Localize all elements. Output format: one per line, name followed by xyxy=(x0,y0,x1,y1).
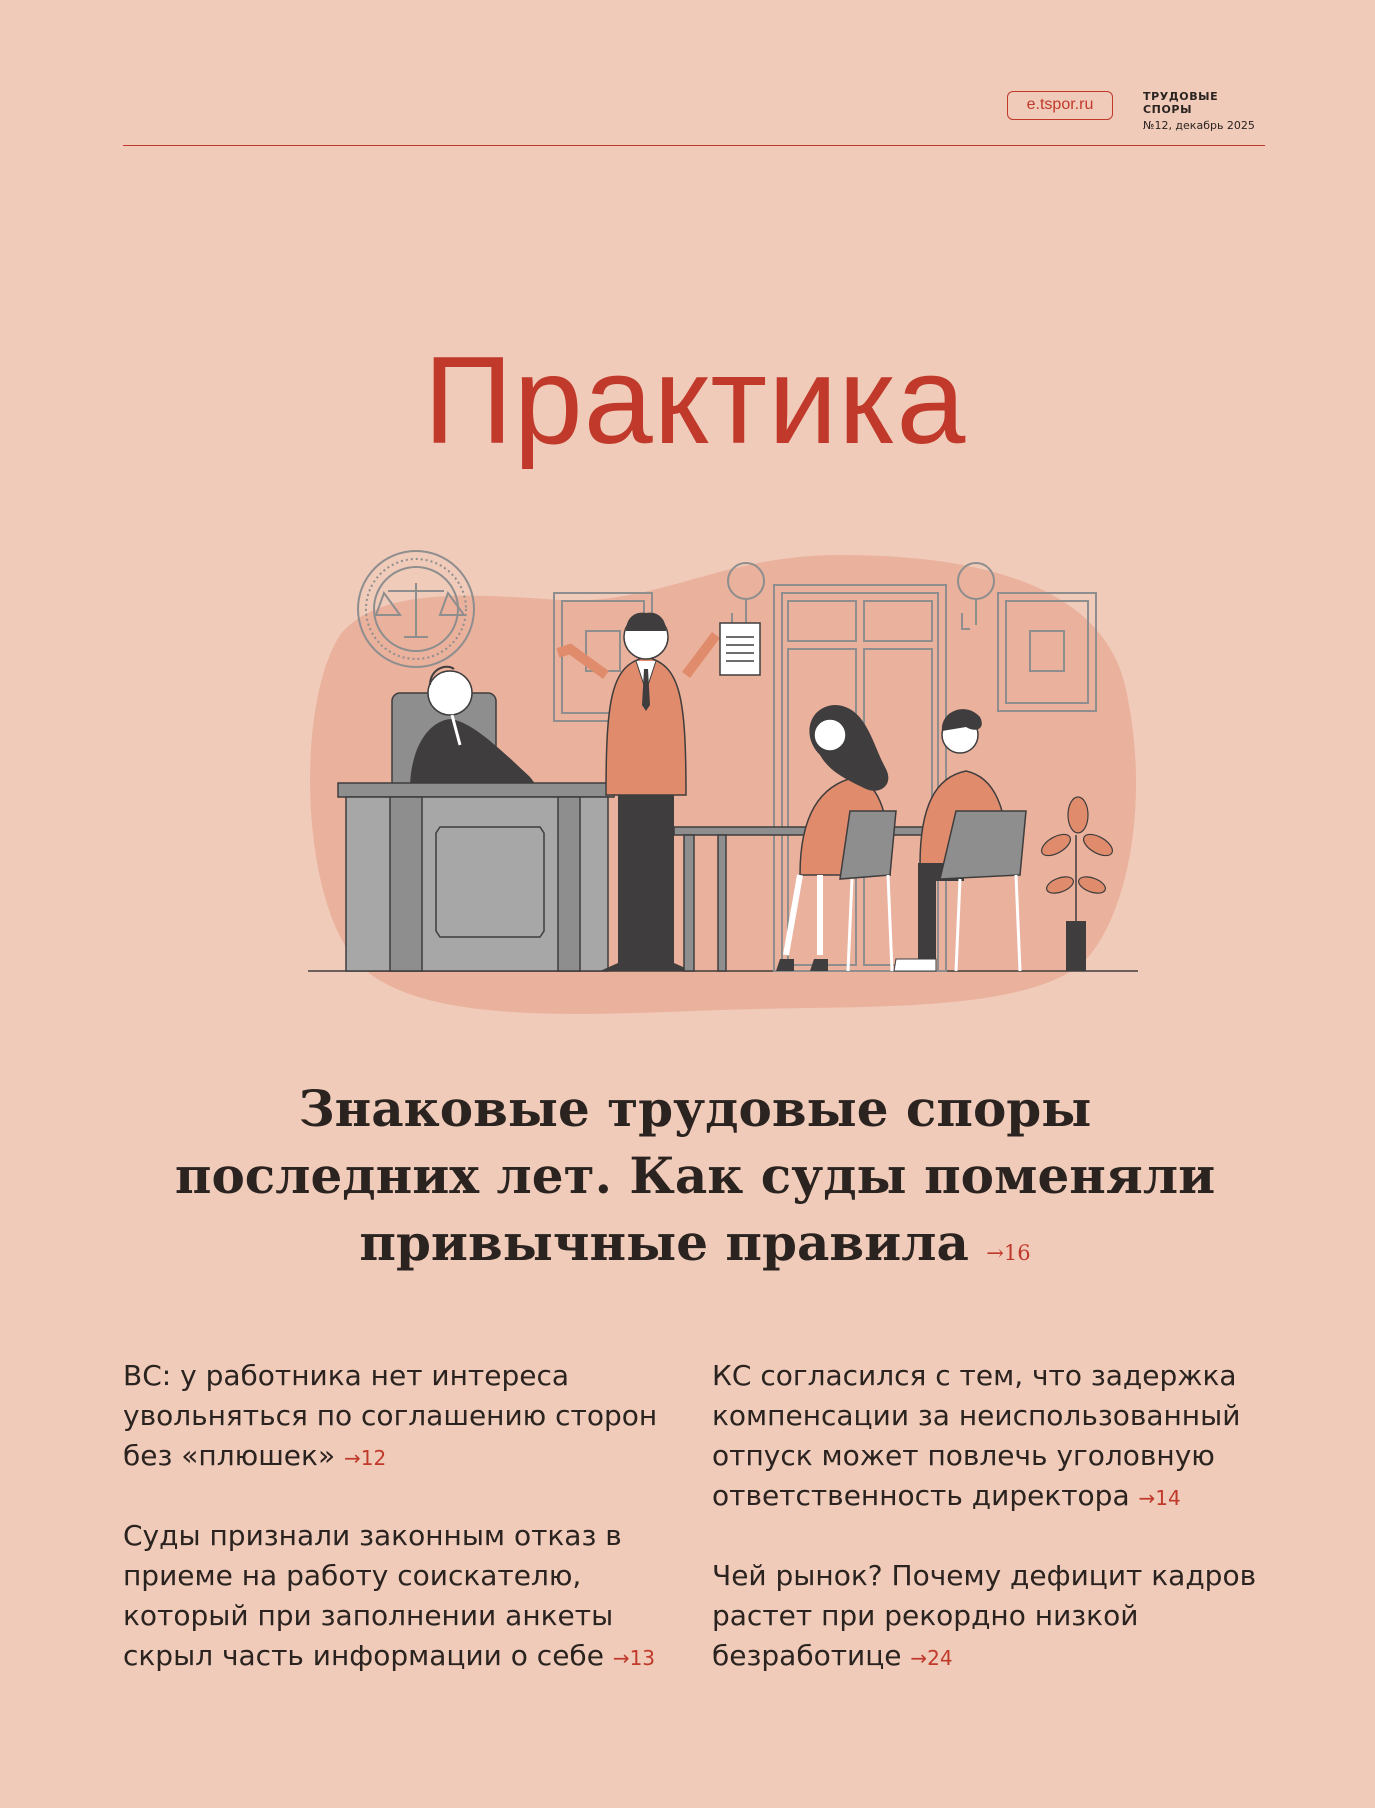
courtroom-illustration xyxy=(300,545,1140,1015)
news-page-ref[interactable]: →12 xyxy=(343,1446,387,1470)
section-title: Практика xyxy=(423,332,967,470)
document-icon xyxy=(720,623,760,675)
news-item[interactable] xyxy=(123,1356,683,1478)
judge-desk xyxy=(338,783,614,971)
news-text: ВС: у работника нет интереса увольняться по соглашению сторон без «плюшек» xyxy=(123,1359,658,1472)
magazine-issue: №12, декабрь 2025 xyxy=(1143,119,1255,132)
site-link-badge[interactable]: e.tspor.ru xyxy=(1007,91,1113,120)
news-page-ref[interactable]: →24 xyxy=(910,1646,953,1670)
news-text: Чей рынок? Почему дефицит кадров растет при рекордно низкой безработице xyxy=(712,1559,1257,1672)
news-page-ref[interactable]: →14 xyxy=(1138,1486,1181,1510)
news-item[interactable] xyxy=(712,1356,1272,1518)
news-text: Суды признали законным отказ в приеме на работу соискателю, который при заполнении анкеты скрыл часть информации о себе xyxy=(123,1519,622,1672)
news-item[interactable] xyxy=(712,1556,1272,1678)
news-item[interactable] xyxy=(123,1516,683,1678)
page-header xyxy=(123,85,1265,145)
headline-page-ref[interactable]: →16 xyxy=(986,1241,1031,1265)
news-text: КС согласился с тем, что задержка компенсации за неиспользованный отпуск может повлечь уголовную ответственность директора xyxy=(712,1359,1241,1512)
magazine-title: ТРУДОВЫЕ СПОРЫ xyxy=(1143,90,1219,116)
magazine-info xyxy=(1143,90,1265,132)
header-divider xyxy=(123,145,1265,146)
headline-text: Знаковые трудовые споры последних лет. Как суды поменяли привычные правила xyxy=(174,1079,1216,1272)
news-page-ref[interactable]: →13 xyxy=(612,1646,656,1670)
main-headline[interactable] xyxy=(140,1075,1250,1287)
